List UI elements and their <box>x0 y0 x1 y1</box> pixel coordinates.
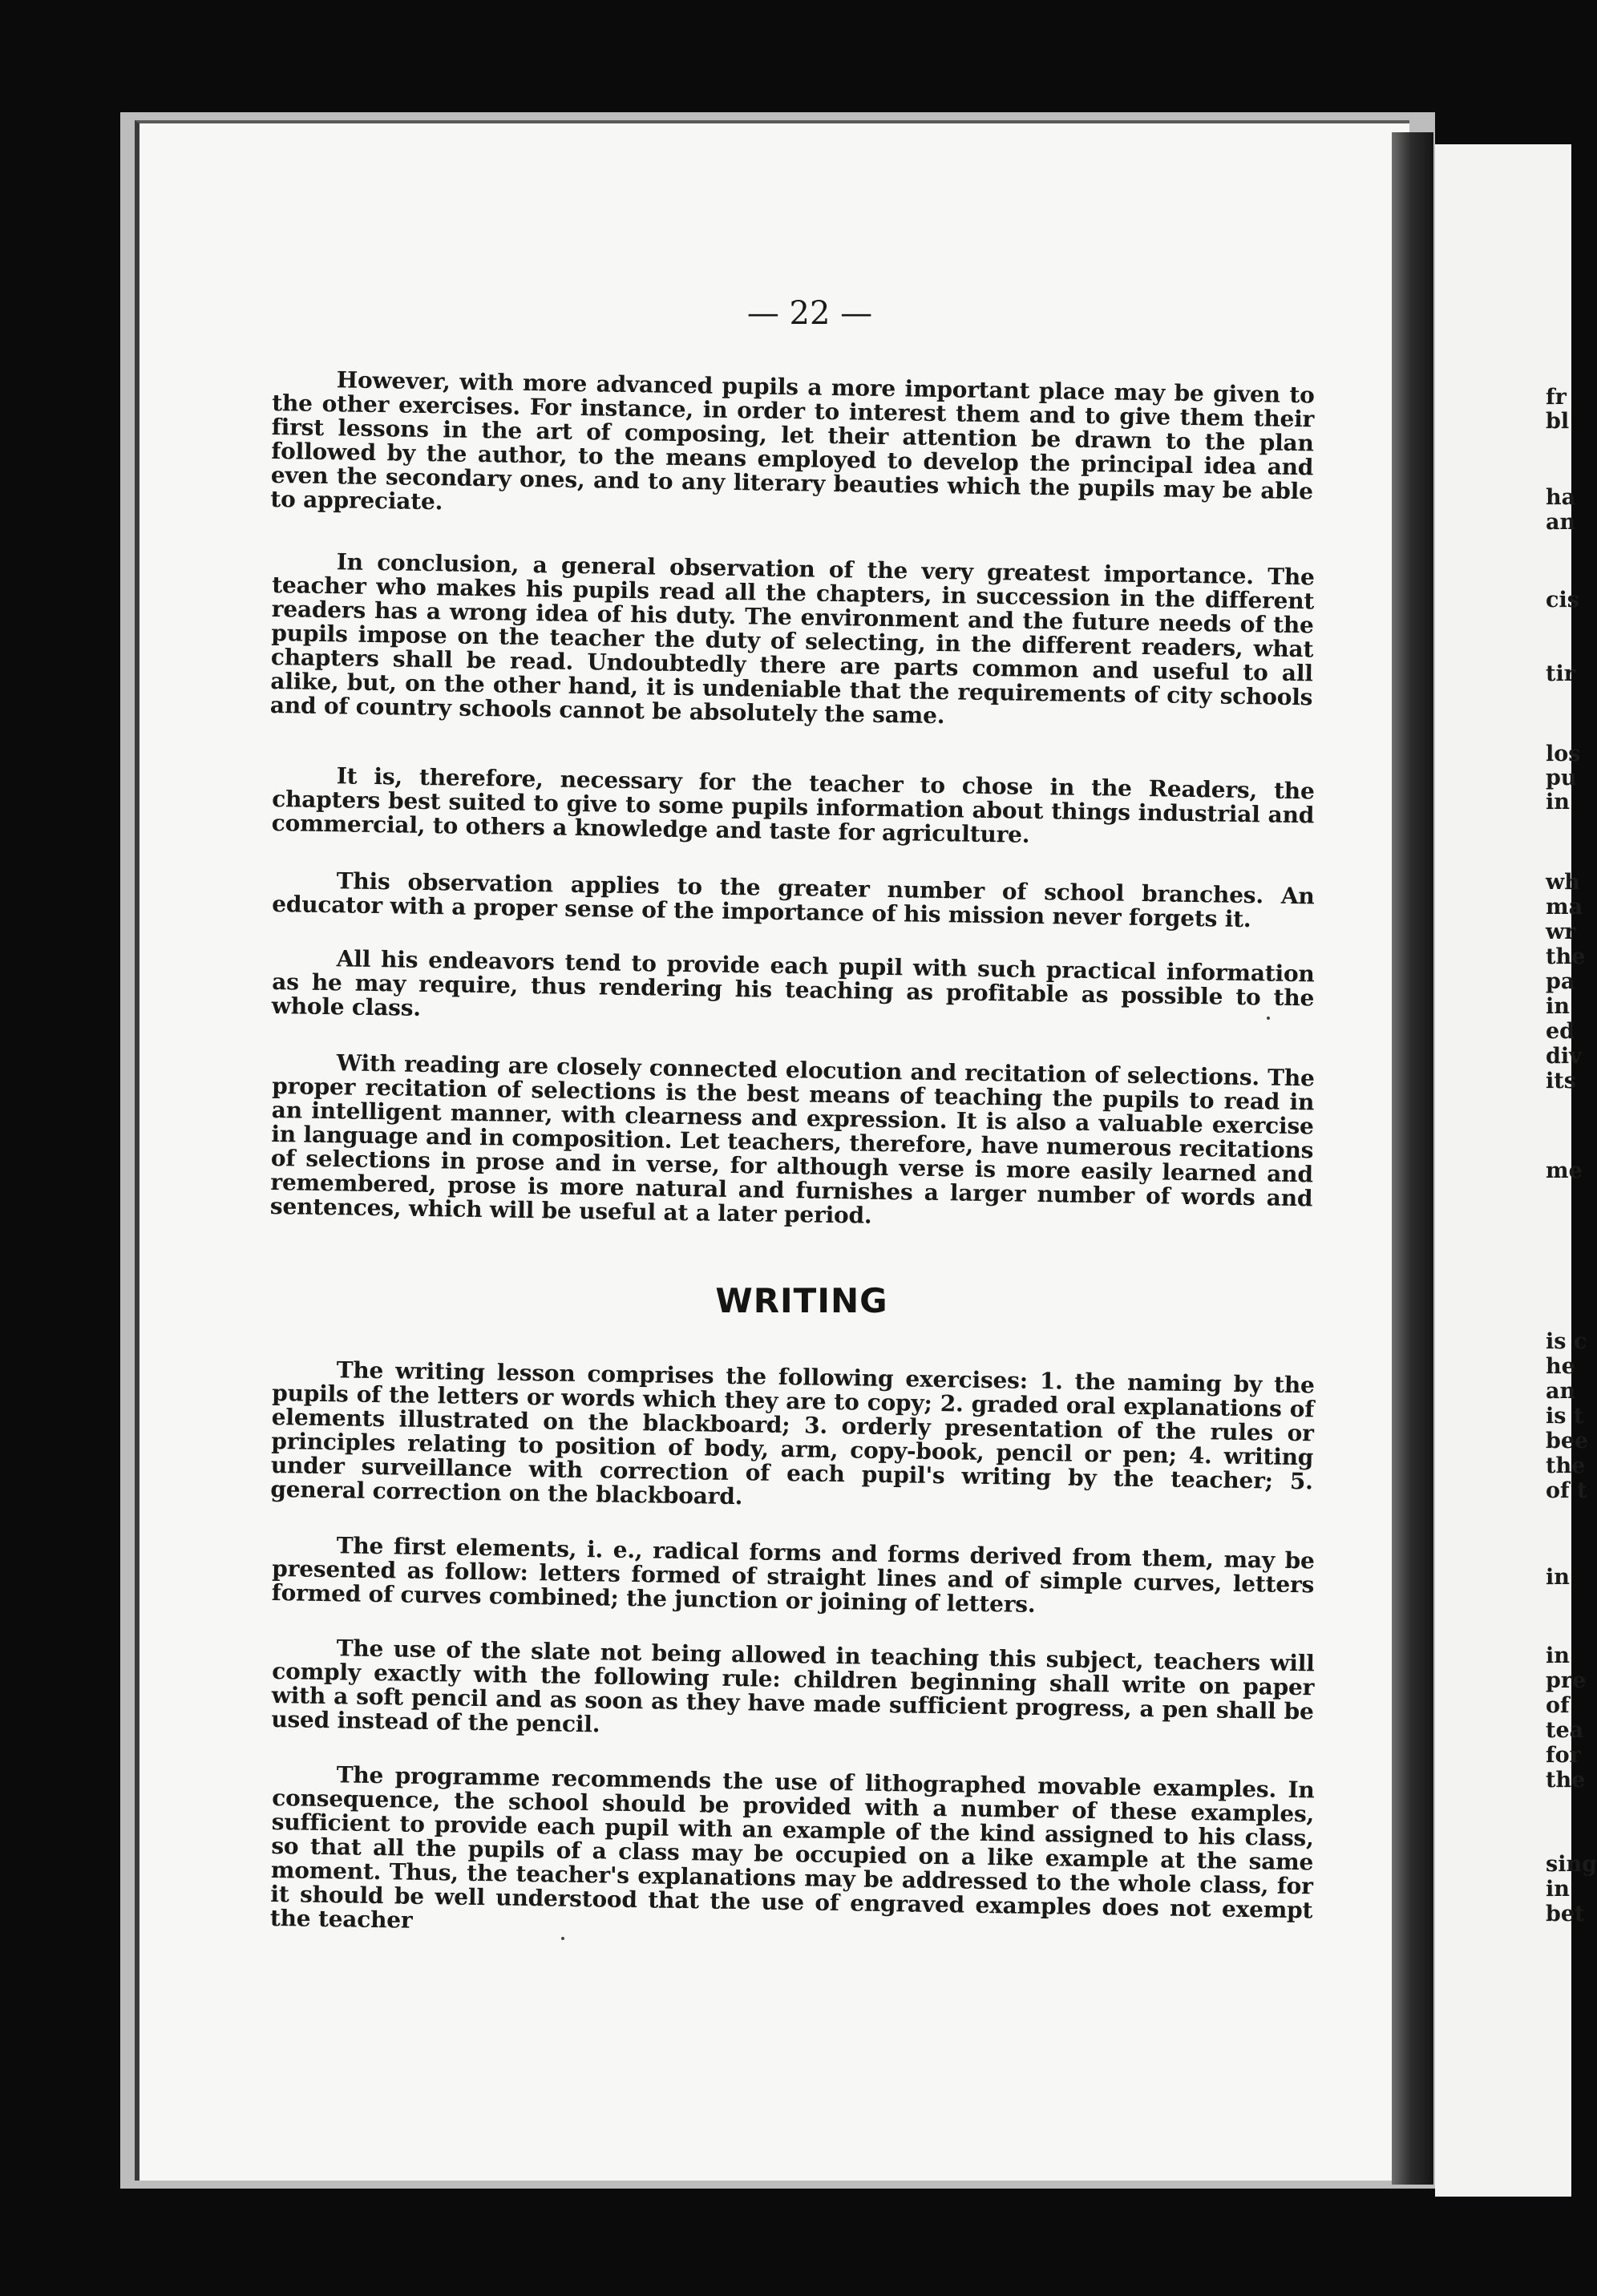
next-page-fragment: bet <box>1546 1902 1585 1926</box>
scan-speck <box>561 1937 564 1940</box>
book-gutter <box>1392 132 1433 2185</box>
next-page-fragment: of t <box>1546 1478 1587 1503</box>
paragraph-writing-lesson: The writing lesson comprises the following exercises: 1. the naming by the pupils of the letters or words which they are to copy; 2. graded oral explanations of elements illustrated on the blackboard; 3. orderly presentation of the rules or principles relating to position of body, arm, copy-book, pencil or pen; 4. writing under surveillance with correction of each pupil's writing by the teacher; 5. general correction on the blackboard. <box>270 1356 1315 1510</box>
next-page-fragment: he <box>1546 1354 1575 1379</box>
next-page-fragment: sing <box>1546 1852 1597 1877</box>
next-page-fragment: in <box>1546 994 1570 1019</box>
next-page-fragment: pre <box>1546 1668 1587 1693</box>
scan-speck <box>1267 1017 1270 1020</box>
page-number: — 22 — <box>746 295 873 332</box>
next-page-fragment: pu <box>1546 766 1577 790</box>
next-page-fragment: tea <box>1546 1718 1584 1743</box>
next-page-fragment: in <box>1546 790 1570 815</box>
next-page-fragment: for <box>1546 1743 1581 1768</box>
next-page-fragment: an <box>1546 1379 1576 1404</box>
paragraph-endeavors: All his endeavors tend to provide each pupil with such practical information as he may require, thus rendering his teaching as profitable as possible to the whole class. <box>271 945 1315 1021</box>
paragraph-slate-rule: The use of the slate not being allowed in teaching this subject, teachers will comply exactly with the following rule: children beginning shall write on paper with a soft pencil and as soon as they have made sufficient progress, a pen shall be used instead of the pencil. <box>271 1635 1315 1738</box>
paragraph-recitation: With reading are closely connected elocution and recitation of selections. The proper recitation of selections is the best means of teaching the pupils to read in an intelligent manner, with clearness and expression. It is also a valuable exercise in language and in composition. Let teachers, therefore, have numerous recitations of selections in prose and in verse, for although verse is more easily learned and remembered, prose is more natural and furnishes a larger number of words and sentences, which will be useful at a later period. <box>269 1049 1315 1229</box>
next-page-fragment: me <box>1546 1158 1583 1183</box>
next-page-fragment: in <box>1546 1643 1570 1668</box>
next-page-fragment: the <box>1546 1768 1586 1793</box>
next-page-fragment: wh <box>1546 870 1580 895</box>
next-page-fragment: its <box>1546 1069 1576 1093</box>
next-page-fragment: the <box>1546 944 1586 969</box>
next-page-fragment: is t <box>1546 1404 1584 1429</box>
next-page-fragment: an <box>1546 510 1576 535</box>
paragraph-readers-choice: It is, therefore, necessary for the teacher to chose in the Readers, the chapters best suited to give to some pupils information about things industrial and commercial, to others a knowledge and taste for agriculture. <box>271 762 1315 848</box>
next-page-fragment: div <box>1546 1044 1582 1069</box>
next-page-fragment: bee <box>1546 1429 1589 1453</box>
next-page-fragment: in <box>1546 1877 1570 1902</box>
next-page-fragment: tir <box>1546 661 1575 686</box>
next-page-fragment: fr <box>1546 385 1567 410</box>
next-page-fragment: in <box>1546 1565 1570 1590</box>
next-page-fragment: pa <box>1546 969 1575 994</box>
next-page-fragment: cis <box>1546 588 1579 612</box>
next-page-fragment: is c <box>1546 1329 1587 1354</box>
next-page-fragment: bl <box>1546 409 1570 434</box>
paragraph-conclusion: In conclusion, a general observation of the very greatest importance. The teacher who makes his pupils read all the chapters, in succession in the different readers has a wrong idea of his duty. The environment and the future needs of the pupils impose on the teacher the duty of selecting, in the different readers, what chapters shall be read. Undoubtedly there are parts common and useful to all alike, but, on the other hand, it is undeniable that the requirements of city schools and of country schools cannot be absolutely the same. <box>269 548 1315 730</box>
next-page-fragment: of <box>1546 1693 1570 1718</box>
paragraph-first-elements: The first elements, i. e., radical forms and forms derived from them, may be presented as follow: letters formed of straight lines and of simple curves, letters formed of curves combined; the junction or joining of letters. <box>271 1532 1315 1618</box>
section-heading-writing: WRITING <box>715 1281 888 1320</box>
next-page-fragment: ma <box>1546 895 1583 920</box>
paragraph-advanced-pupils: However, with more advanced pupils a more important place may be given to the other exercises. For instance, in order to interest them and to give them their first lessons in the art of composing, let their attention be drawn to the plan followed by the author, to the means employed to develop the principal idea and even the secondary ones, and to any literary beauties which the pupils may be able to appreciate. <box>270 366 1315 515</box>
paragraph-lithographed-examples: The programme recommends the use of lithographed movable examples. In consequence, the school should be provided with a number of these examples, sufficient to provide each pupil with an example of the kind assigned to his class, so that all the pupils of a class may be occupied on a like example at the same moment. Thus, the teacher's explanations may be addressed to the whole class, for it should be well understood that the use of engraved examples does not exempt the teacher <box>269 1761 1315 1934</box>
next-page-fragment: ha <box>1546 485 1576 510</box>
next-page-fragment: the <box>1546 1453 1586 1478</box>
next-page-fragment: wr <box>1546 920 1576 944</box>
paragraph-observation: This observation applies to the greater number of school branches. An educator with a proper sense of the importance of his mission never forgets it. <box>272 867 1315 933</box>
next-page-fragment: los <box>1546 742 1581 766</box>
next-page-fragment: ed <box>1546 1019 1575 1044</box>
